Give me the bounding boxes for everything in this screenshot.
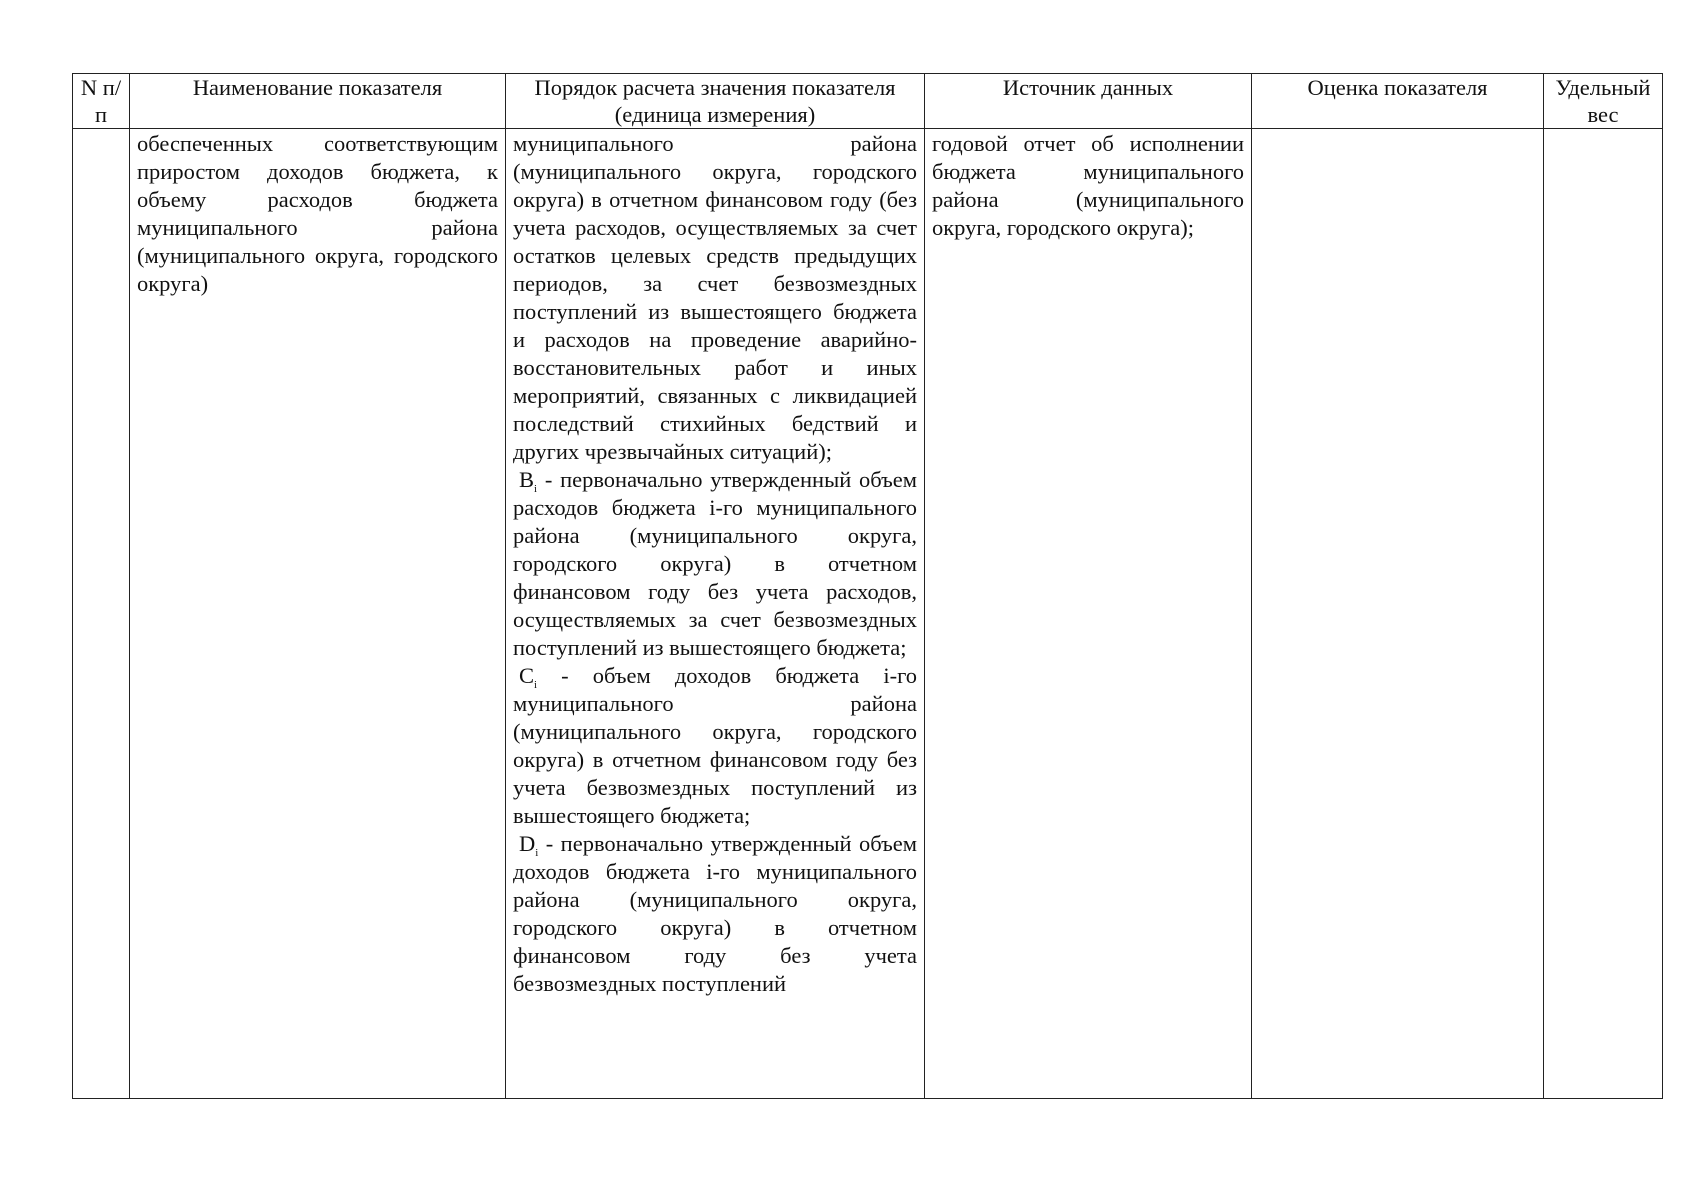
row-number — [73, 129, 130, 1099]
header-indicator-score: Оценка показателя — [1252, 74, 1544, 129]
calc-var-d — [513, 830, 917, 998]
header-data-source: Источник данных — [925, 74, 1252, 129]
indicator-name-text: обеспеченных соответствующим приростом доходов бюджета, к объему расходов бюджета муниципального района (муниципального округа, городского округа) — [137, 131, 498, 296]
header-calculation-method: Порядок расчета значения показателя (единица измерения) — [506, 74, 925, 129]
calc-var-c — [513, 662, 917, 830]
header-number: N п/п — [73, 74, 130, 129]
header-row — [73, 74, 1663, 129]
calc-intro-text: муниципального района (муниципального округа, городского округа) в отчетном финансовом году (без учета расходов, осуществляемых за счет остатков целевых средств предыдущих периодов, за счет безвозмездных поступлений из вышестоящего бюджета и расходов на проведение аварийно-восстановительных работ и иных мероприятий, связанных с ликвидацией последствий стихийных бедствий и других чрезвычайных ситуаций); — [513, 131, 917, 464]
row-indicator-score — [1252, 129, 1544, 1099]
var-d-symbol: D — [519, 831, 536, 856]
var-b-definition: - первоначально утвержденный объем расходов бюджета i-го муниципального района (муниципального округа, городского округа) в отчетном финансовом году без учета расходов, осуществляемых за счет безвозмездных поступлений из вышестоящего бюджета; — [513, 467, 917, 660]
var-b-symbol: B — [519, 467, 535, 492]
indicator-table — [72, 73, 1663, 1099]
calc-var-b — [513, 466, 917, 662]
var-b-subscript: i — [534, 483, 538, 495]
var-c-symbol: C — [519, 663, 535, 688]
header-weight: Удельный вес — [1544, 74, 1663, 129]
row-weight — [1544, 129, 1663, 1099]
data-source-text: годовой отчет об исполнении бюджета муниципального района (муниципального округа, городского округа); — [932, 131, 1244, 240]
row-data-source — [925, 129, 1252, 1099]
table-row — [73, 129, 1663, 1099]
row-calculation-method — [506, 129, 925, 1099]
var-d-definition: - первоначально утвержденный объем доходов бюджета i-го муниципального района (муниципального округа, городского округа) в отчетном финансовом году без учета безвозмездных поступлений — [513, 831, 917, 996]
var-c-definition: - объем доходов бюджета i-го муниципального района (муниципального округа, городского округа) в отчетном финансовом году без учета безвозмездных поступлений из вышестоящего бюджета; — [513, 663, 917, 828]
var-d-subscript: i — [535, 847, 539, 859]
header-indicator-name: Наименование показателя — [130, 74, 506, 129]
row-indicator-name — [130, 129, 506, 1099]
var-c-subscript: i — [534, 679, 538, 691]
